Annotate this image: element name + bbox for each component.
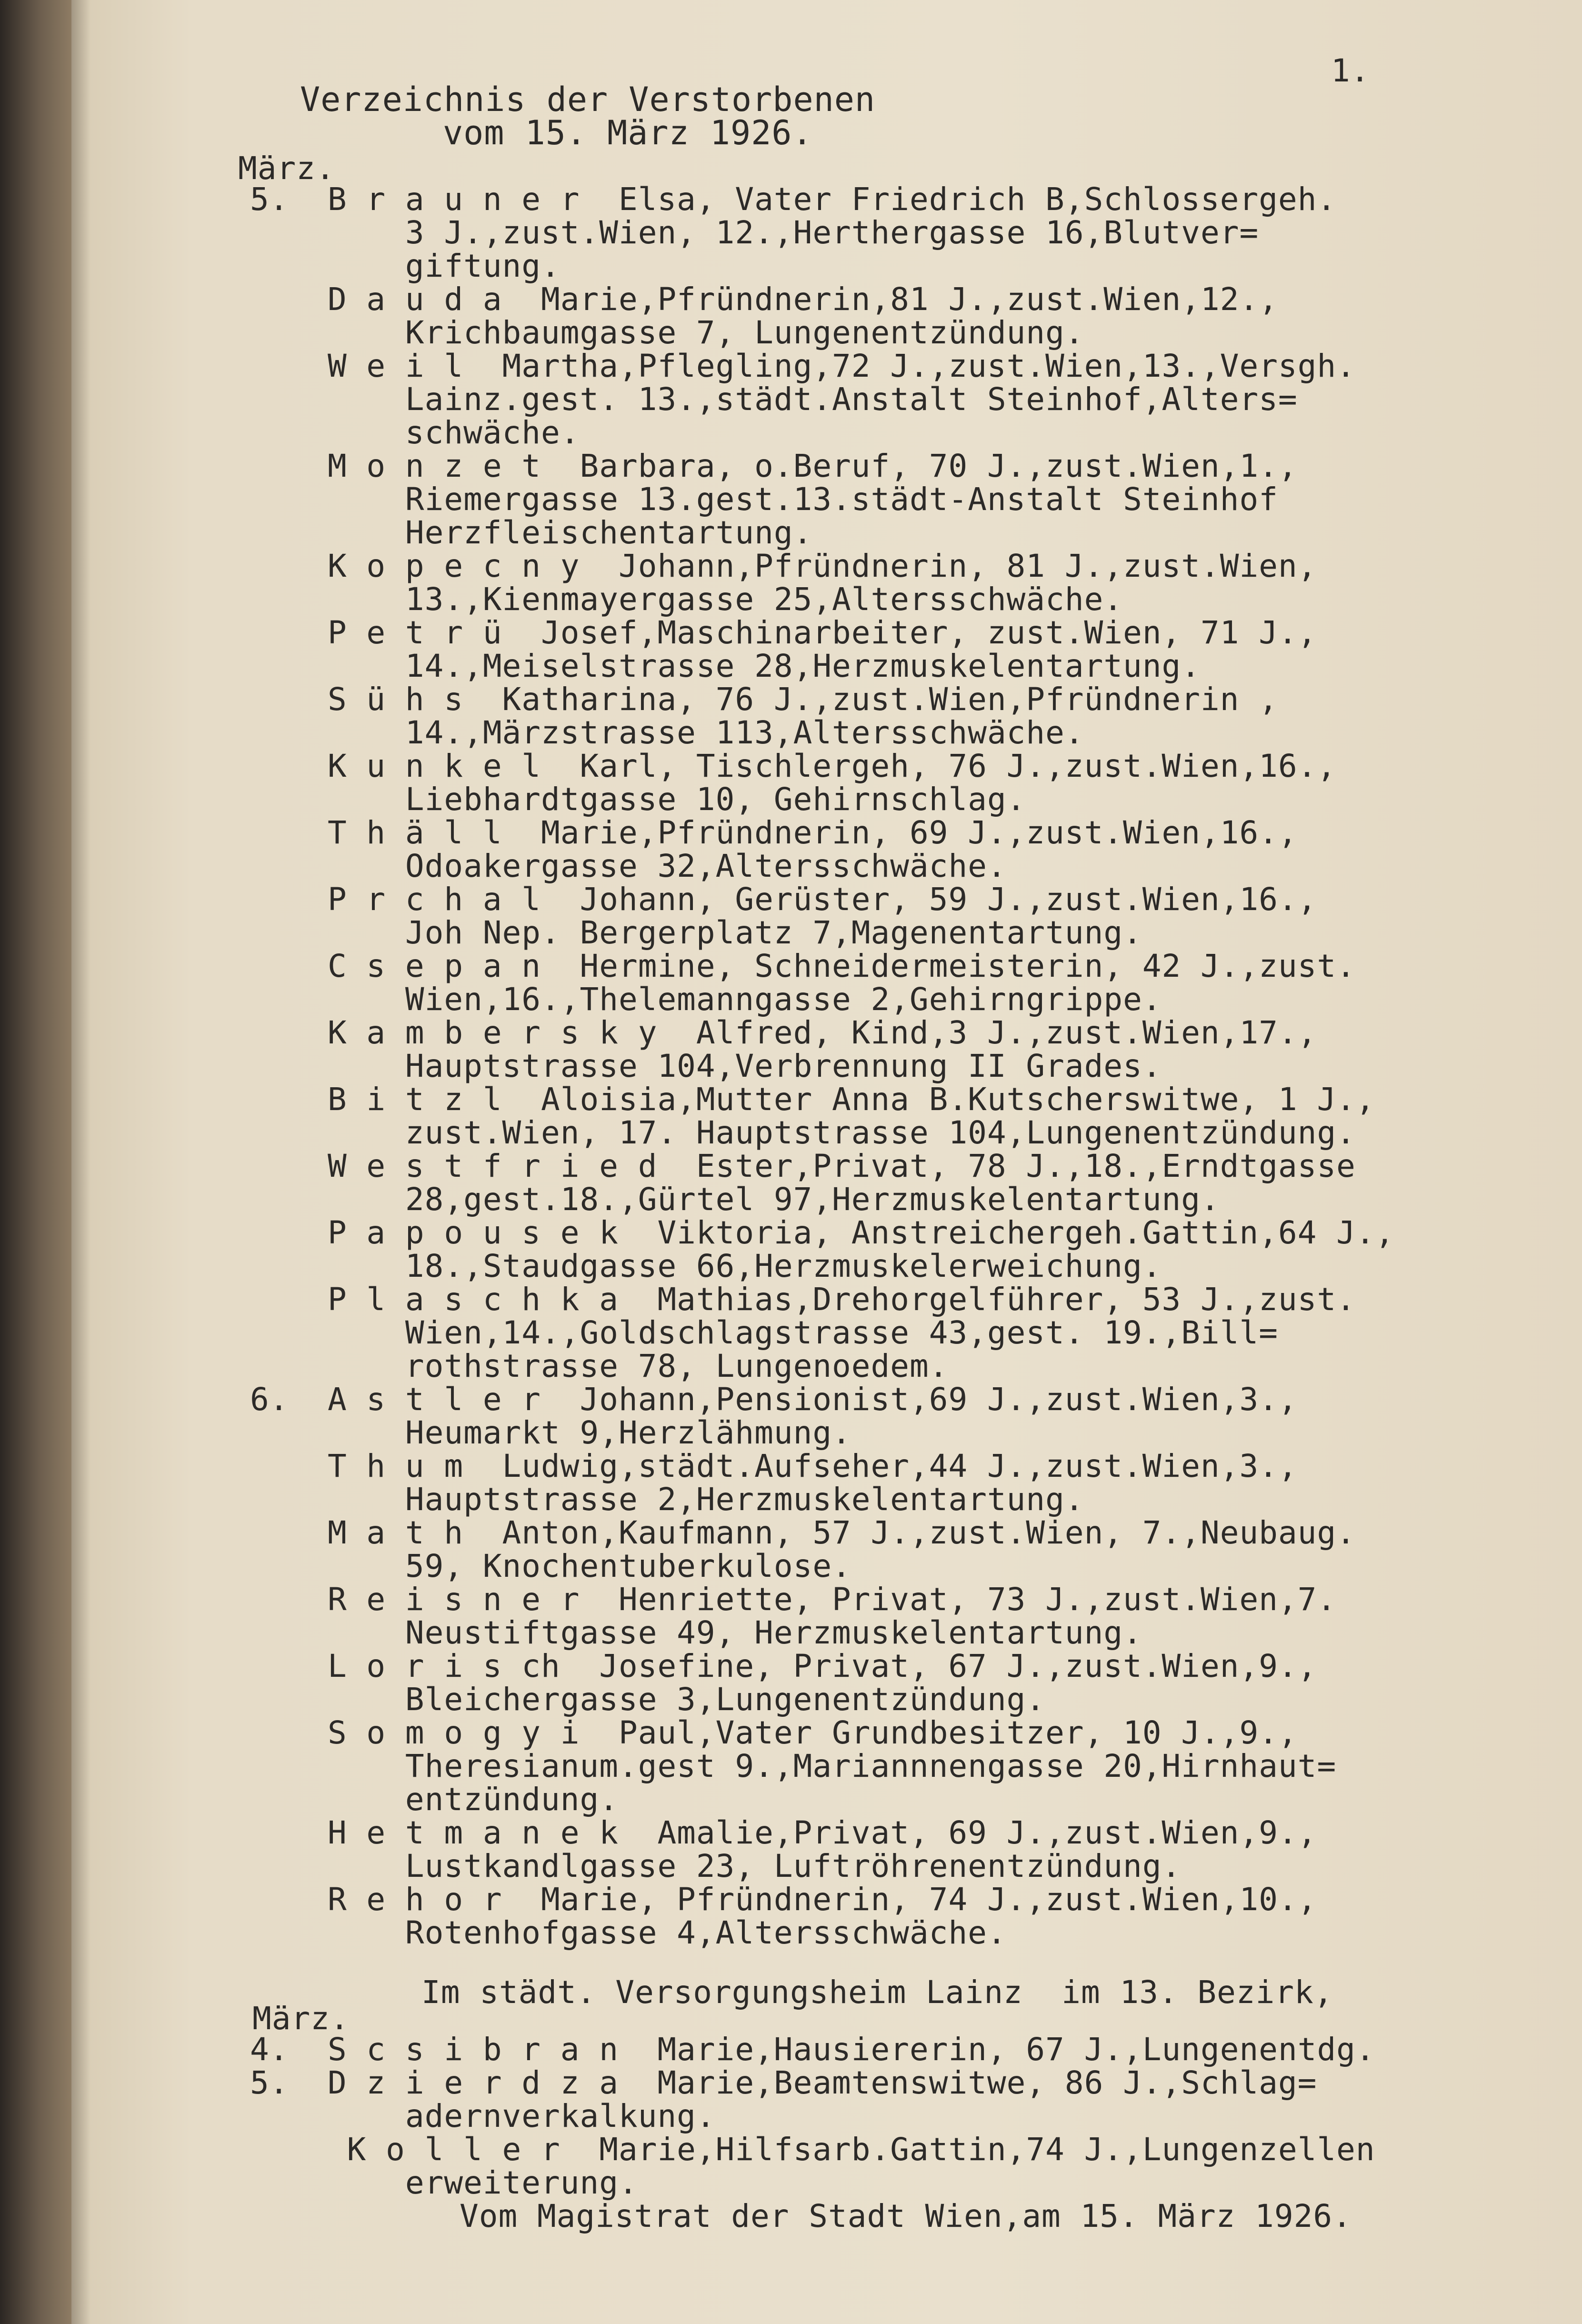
entry-line: Krichbaumgasse 7, Lungenentzündung. bbox=[250, 314, 1084, 351]
page-fold-shadow bbox=[71, 0, 90, 2324]
document-subtitle: vom 15. März 1926. bbox=[443, 113, 813, 152]
entry-line: Bleichergasse 3,Lungenentzündung. bbox=[250, 1681, 1046, 1718]
entry-line: Heumarkt 9,Herzlähmung. bbox=[250, 1414, 851, 1451]
entry-line: Lustkandlgasse 23, Luftröhrenentzündung. bbox=[250, 1848, 1181, 1884]
entry-line: Odoakergasse 32,Altersschwäche. bbox=[250, 848, 1007, 884]
entry-line: 18.,Staudgasse 66,Herzmuskelerweichung. bbox=[250, 1248, 1162, 1284]
entry-line: T h ä l l Marie,Pfründnerin, 69 J.,zust.Wien,16., bbox=[250, 814, 1298, 851]
entry-line: D a u d a Marie,Pfründnerin,81 J.,zust.Wien,12., bbox=[250, 281, 1278, 318]
entry-line: Wien,16.,Thelemanngasse 2,Gehirngrippe. bbox=[250, 981, 1162, 1018]
entry-line: Hauptstrasse 104,Verbrennung II Grades. bbox=[250, 1048, 1162, 1084]
entry-line: zust.Wien, 17. Hauptstrasse 104,Lungenentzündung. bbox=[250, 1114, 1356, 1151]
document-page bbox=[71, 0, 1582, 2324]
entry-line: rothstrasse 78, Lungenoedem. bbox=[250, 1348, 949, 1384]
entry-line: Lainz.gest. 13.,städt.Anstalt Steinhof,Alters= bbox=[250, 381, 1298, 418]
entry-line: B i t z l Aloisia,Mutter Anna B.Kutscherswitwe, 1 J., bbox=[250, 1081, 1375, 1118]
entry-line: Wien,14.,Goldschlagstrasse 43,gest. 19.,Bill= bbox=[250, 1314, 1278, 1351]
entry-line: 6. A s t l e r Johann,Pensionist,69 J.,zust.Wien,3., bbox=[250, 1381, 1298, 1418]
book-spine bbox=[0, 0, 71, 2324]
entry-line: 5. D z i e r d z a Marie,Beamtenswitwe, 86 J.,Schlag= bbox=[250, 2064, 1317, 2101]
entry-line: 4. S c s i b r a n Marie,Hausiererin, 67 J.,Lungenentdg. bbox=[250, 2031, 1375, 2068]
entry-line: M a t h Anton,Kaufmann, 57 J.,zust.Wien, 7.,Neubaug. bbox=[250, 1514, 1356, 1551]
entry-line: Joh Nep. Bergerplatz 7,Magenentartung. bbox=[250, 914, 1142, 951]
entry-line: Hauptstrasse 2,Herzmuskelentartung. bbox=[250, 1481, 1084, 1518]
entry-line: K a m b e r s k y Alfred, Kind,3 J.,zust.Wien,17., bbox=[250, 1014, 1317, 1051]
entry-line: S o m o g y i Paul,Vater Grundbesitzer, 10 J.,9., bbox=[250, 1714, 1298, 1751]
entry-line: K o l l e r Marie,Hilfsarb.Gattin,74 J.,Lungenzellen bbox=[250, 2131, 1375, 2168]
entry-line: Riemergasse 13.gest.13.städt-Anstalt Steinhof bbox=[250, 481, 1278, 518]
entry-line: P a p o u s e k Viktoria, Anstreichergeh.Gattin,64 J., bbox=[250, 1214, 1395, 1251]
entry-line: 5. B r a u n e r Elsa, Vater Friedrich B,Schlossergeh. bbox=[250, 181, 1337, 218]
entry-line: H e t m a n e k Amalie,Privat, 69 J.,zust.Wien,9., bbox=[250, 1814, 1317, 1851]
page-number: 1. bbox=[1331, 52, 1370, 89]
footer-signature-line: Vom Magistrat der Stadt Wien,am 15. März 1926. bbox=[460, 2198, 1352, 2234]
entry-line: M o n z e t Barbara, o.Beruf, 70 J.,zust.Wien,1., bbox=[250, 448, 1298, 484]
entry-line: 13.,Kienmayergasse 25,Altersschwäche. bbox=[250, 581, 1123, 618]
document-title: Verzeichnis der Verstorbenen bbox=[300, 80, 876, 119]
entry-line: P l a s c h k a Mathias,Drehorgelführer, 53 J.,zust. bbox=[250, 1281, 1356, 1318]
section-heading: Im städt. Versorgungsheim Lainz im 13. Bezirk, bbox=[421, 1974, 1333, 2011]
entry-line: 14.,Meiselstrasse 28,Herzmuskelentartung. bbox=[250, 648, 1201, 684]
entry-line: K o p e c n y Johann,Pfründnerin, 81 J.,zust.Wien, bbox=[250, 548, 1317, 584]
entry-line: R e i s n e r Henriette, Privat, 73 J.,zust.Wien,7. bbox=[250, 1581, 1337, 1618]
entry-line: P e t r ü Josef,Maschinarbeiter, zust.Wien, 71 J., bbox=[250, 614, 1317, 651]
section-month-label: März. bbox=[252, 2000, 350, 2037]
entry-line: W e s t f r i e d Ester,Privat, 78 J.,18.,Erndtgasse bbox=[250, 1148, 1356, 1184]
entry-line: schwäche. bbox=[250, 414, 580, 451]
entry-line: Liebhardtgasse 10, Gehirnschlag. bbox=[250, 781, 1026, 818]
entry-line: K u n k e l Karl, Tischlergeh, 76 J.,zust.Wien,16., bbox=[250, 748, 1337, 784]
entry-line: Herzfleischentartung. bbox=[250, 514, 813, 551]
month-label: März. bbox=[238, 150, 335, 187]
entry-line: erweiterung. bbox=[250, 2164, 638, 2201]
entry-line: Theresianum.gest 9.,Mariannnengasse 20,Hirnhaut= bbox=[250, 1748, 1337, 1784]
entry-line: L o r i s ch Josefine, Privat, 67 J.,zust.Wien,9., bbox=[250, 1648, 1317, 1684]
entry-line: giftung. bbox=[250, 248, 561, 284]
entry-line: 3 J.,zust.Wien, 12.,Herthergasse 16,Blutver= bbox=[250, 214, 1259, 251]
entry-line: R e h o r Marie, Pfründnerin, 74 J.,zust.Wien,10., bbox=[250, 1881, 1317, 1918]
entry-line: 59, Knochentuberkulose. bbox=[250, 1548, 851, 1584]
entry-line: adernverkalkung. bbox=[250, 2098, 716, 2134]
entry-line: entzündung. bbox=[250, 1781, 619, 1818]
entry-line: 14.,Märzstrasse 113,Altersschwäche. bbox=[250, 714, 1084, 751]
entry-line: Rotenhofgasse 4,Altersschwäche. bbox=[250, 1914, 1007, 1951]
entry-line: T h u m Ludwig,städt.Aufseher,44 J.,zust.Wien,3., bbox=[250, 1448, 1298, 1484]
entry-line: Neustiftgasse 49, Herzmuskelentartung. bbox=[250, 1614, 1142, 1651]
entry-line: S ü h s Katharina, 76 J.,zust.Wien,Pfründnerin , bbox=[250, 681, 1278, 718]
entry-line: W e i l Martha,Pflegling,72 J.,zust.Wien,13.,Versgh. bbox=[250, 348, 1356, 384]
entry-line: C s e p a n Hermine, Schneidermeisterin, 42 J.,zust. bbox=[250, 948, 1356, 984]
entry-line: P r c h a l Johann, Gerüster, 59 J.,zust.Wien,16., bbox=[250, 881, 1317, 918]
entry-line: 28,gest.18.,Gürtel 97,Herzmuskelentartung. bbox=[250, 1181, 1220, 1218]
